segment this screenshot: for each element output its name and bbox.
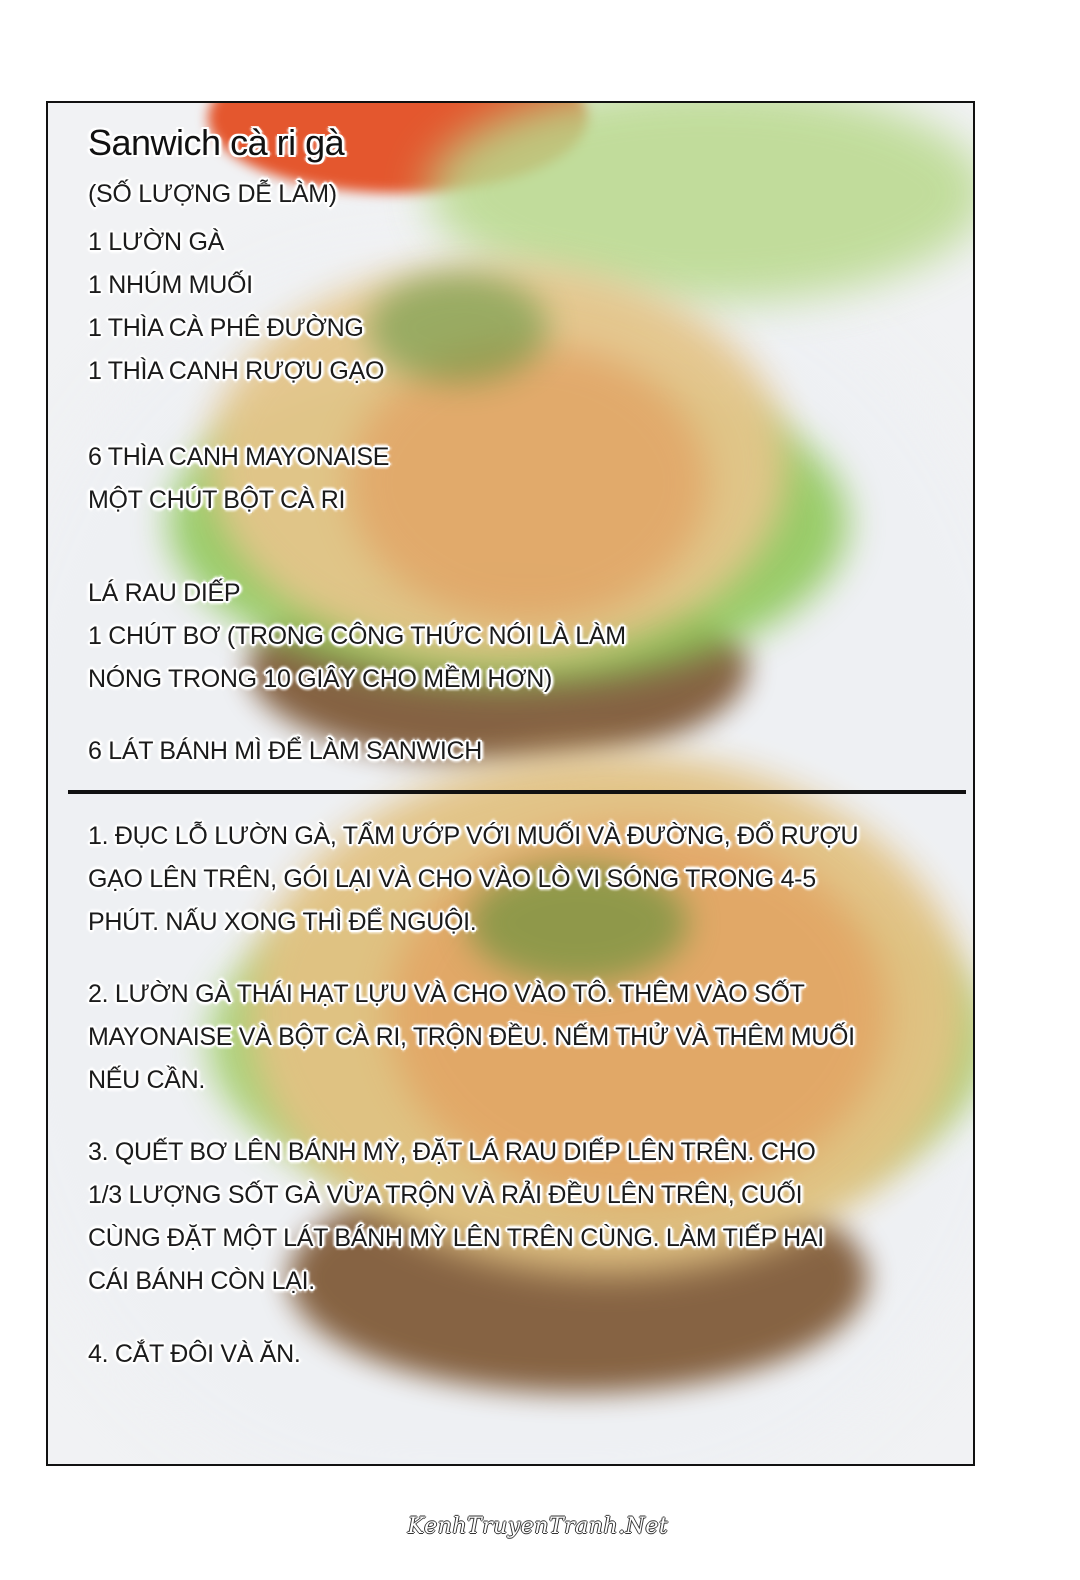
step-3 [88, 1131, 824, 1303]
step-line: PHÚT. NẤU XONG THÌ ĐỂ NGUỘI. [88, 908, 477, 936]
ingredient-item: 1 THÌA CÀ PHÊ ĐƯỜNG [88, 314, 364, 342]
site-watermark: KenhTruyenTranh.Net [407, 1514, 669, 1539]
ingredient-item: 1 THÌA CANH RƯỢU GẠO [88, 357, 385, 385]
step-line: NẾU CẦN. [88, 1066, 206, 1094]
ingredient-item: MỘT CHÚT BỘT CÀ RI [88, 486, 346, 514]
ingredient-list-1 [88, 221, 384, 393]
step-line: CÁI BÁNH CÒN LẠI. [88, 1267, 315, 1295]
ingredient-item: 1 NHÚM MUỐI [88, 271, 253, 299]
step-line: MAYONAISE VÀ BỘT CÀ RI, TRỘN ĐỀU. NẾM THỬ VÀ THÊM MUỐI [88, 1023, 855, 1051]
ingredient-item: 6 THÌA CANH MAYONAISE [88, 443, 390, 471]
ingredient-item: LÁ RAU DIẾP [88, 579, 241, 607]
step-line: 3. QUẾT BƠ LÊN BÁNH MỲ, ĐẶT LÁ RAU DIẾP LÊN TRÊN. CHO [88, 1138, 816, 1166]
step-4 [88, 1333, 301, 1376]
step-line: CÙNG ĐẶT MỘT LÁT BÁNH MỲ LÊN TRÊN CÙNG. LÀM TIẾP HAI [88, 1224, 824, 1252]
ingredient-item: NÓNG TRONG 10 GIÂY CHO MỀM HƠN) [88, 665, 553, 693]
ingredient-item: 1 LƯỜN GÀ [88, 228, 224, 256]
herb-shape [368, 273, 548, 383]
step-line: 2. LƯỜN GÀ THÁI HẠT LỰU VÀ CHO VÀO TÔ. THÊM VÀO SỐT [88, 980, 805, 1008]
ingredient-item: 1 CHÚT BƠ (TRONG CÔNG THỨC NÓI LÀ LÀM [88, 622, 626, 650]
ingredient-list-2 [88, 436, 389, 522]
step-line: GẠO LÊN TRÊN, GÓI LẠI VÀ CHO VÀO LÒ VI SÓNG TRONG 4-5 [88, 865, 816, 893]
step-2 [88, 973, 855, 1102]
ingredient-list-4 [88, 730, 482, 773]
ingredient-list-3 [88, 572, 626, 701]
ingredient-item: 6 LÁT BÁNH MÌ ĐỂ LÀM SANWICH [88, 737, 482, 765]
recipe-panel [46, 101, 975, 1466]
step-line: 4. CẮT ĐÔI VÀ ĂN. [88, 1340, 301, 1368]
step-line: 1/3 LƯỢNG SỐT GÀ VỪA TRỘN VÀ RẢI ĐỀU LÊN TRÊN, CUỐI [88, 1181, 803, 1209]
section-divider [68, 790, 966, 794]
step-1 [88, 815, 858, 944]
step-line: 1. ĐỤC LỖ LƯỜN GÀ, TẨM ƯỚP VỚI MUỐI VÀ ĐƯỜNG, ĐỔ RƯỢU [88, 822, 859, 850]
recipe-subtitle: (SỐ LƯỢNG DỄ LÀM) [88, 180, 337, 208]
recipe-title: Sanwich cà ri gà [88, 122, 345, 163]
